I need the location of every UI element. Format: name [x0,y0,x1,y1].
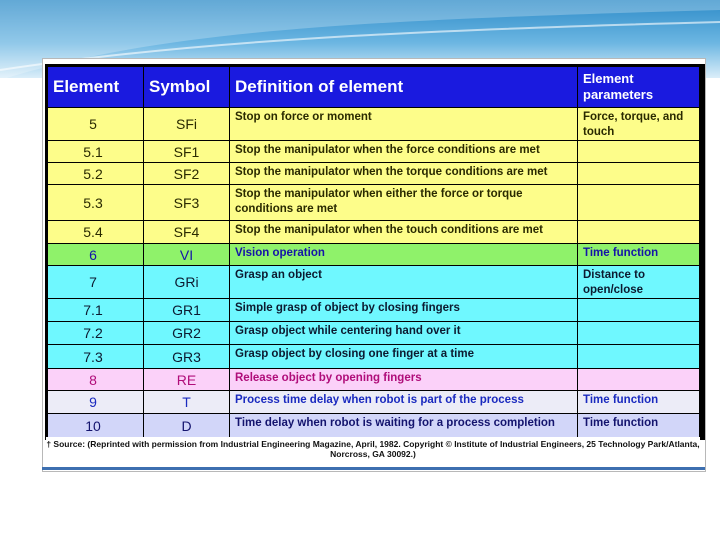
cell-parameters [578,369,700,391]
table-row [48,369,700,391]
cell-symbol: SFi [144,108,230,141]
cell-symbol: GRi [144,266,230,299]
cell-element: 9 [48,391,144,414]
table-row [48,345,700,369]
cell-parameters: Force, torque, and touch [578,108,700,141]
cell-symbol: T [144,391,230,414]
source-citation: † Source: (Reprinted with permission from Industrial Engineering Magazine, April, 1982. Copyright © Institute of Industrial Engineers, 25 Technology Park/Atlanta, Norcross, GA 30092.) [46,437,700,469]
cell-element: 5.2 [48,163,144,185]
cell-symbol: D [144,414,230,438]
cell-definition: Grasp an object [230,266,578,299]
cell-parameters: Distance to open/close [578,266,700,299]
cell-definition: Release object by opening fingers [230,369,578,391]
table-header-row [48,67,700,108]
header-element: Element [48,67,144,108]
cell-definition: Simple grasp of object by closing fingers [230,299,578,322]
cell-element: 7.2 [48,322,144,345]
table-row [48,244,700,266]
robot-elements-table [45,64,705,440]
cell-parameters [578,185,700,221]
cell-definition: Vision operation [230,244,578,266]
cell-symbol: SF1 [144,141,230,163]
table-row [48,266,700,299]
table-row [48,163,700,185]
cell-parameters [578,221,700,244]
cell-definition: Stop on force or moment [230,108,578,141]
table-row [48,299,700,322]
cell-symbol: SF2 [144,163,230,185]
cell-element: 10 [48,414,144,438]
cell-definition: Stop the manipulator when either the force or torque conditions are met [230,185,578,221]
cell-parameters [578,163,700,185]
cell-definition: Process time delay when robot is part of the process [230,391,578,414]
cell-parameters [578,345,700,369]
cell-element: 6 [48,244,144,266]
cell-definition: Grasp object while centering hand over it [230,322,578,345]
header-definition: Definition of element [230,67,578,108]
cell-definition: Time delay when robot is waiting for a process completion [230,414,578,438]
cell-definition: Stop the manipulator when the torque conditions are met [230,163,578,185]
table-row [48,414,700,438]
cell-symbol: SF4 [144,221,230,244]
table-row [48,108,700,141]
cell-symbol: GR1 [144,299,230,322]
cell-parameters: Time function [578,391,700,414]
cell-parameters [578,141,700,163]
table-row [48,322,700,345]
cell-symbol: SF3 [144,185,230,221]
cell-symbol: GR3 [144,345,230,369]
cell-parameters [578,299,700,322]
cell-element: 7 [48,266,144,299]
cell-definition: Stop the manipulator when the touch conditions are met [230,221,578,244]
cell-symbol: GR2 [144,322,230,345]
cell-element: 5.3 [48,185,144,221]
table-row [48,185,700,221]
table-row [48,391,700,414]
cell-element: 5.4 [48,221,144,244]
header-parameters: Element parameters [578,67,700,108]
cell-symbol: VI [144,244,230,266]
table-row [48,221,700,244]
header-symbol: Symbol [144,67,230,108]
cell-element: 5.1 [48,141,144,163]
table-row [48,141,700,163]
cell-element: 7.1 [48,299,144,322]
cell-element: 8 [48,369,144,391]
cell-element: 5 [48,108,144,141]
cell-parameters [578,322,700,345]
cell-parameters: Time function [578,244,700,266]
cell-symbol: RE [144,369,230,391]
cell-parameters: Time function [578,414,700,438]
cell-definition: Stop the manipulator when the force conditions are met [230,141,578,163]
slide-bottom-rule [42,467,705,470]
cell-element: 7.3 [48,345,144,369]
cell-definition: Grasp object by closing one finger at a time [230,345,578,369]
